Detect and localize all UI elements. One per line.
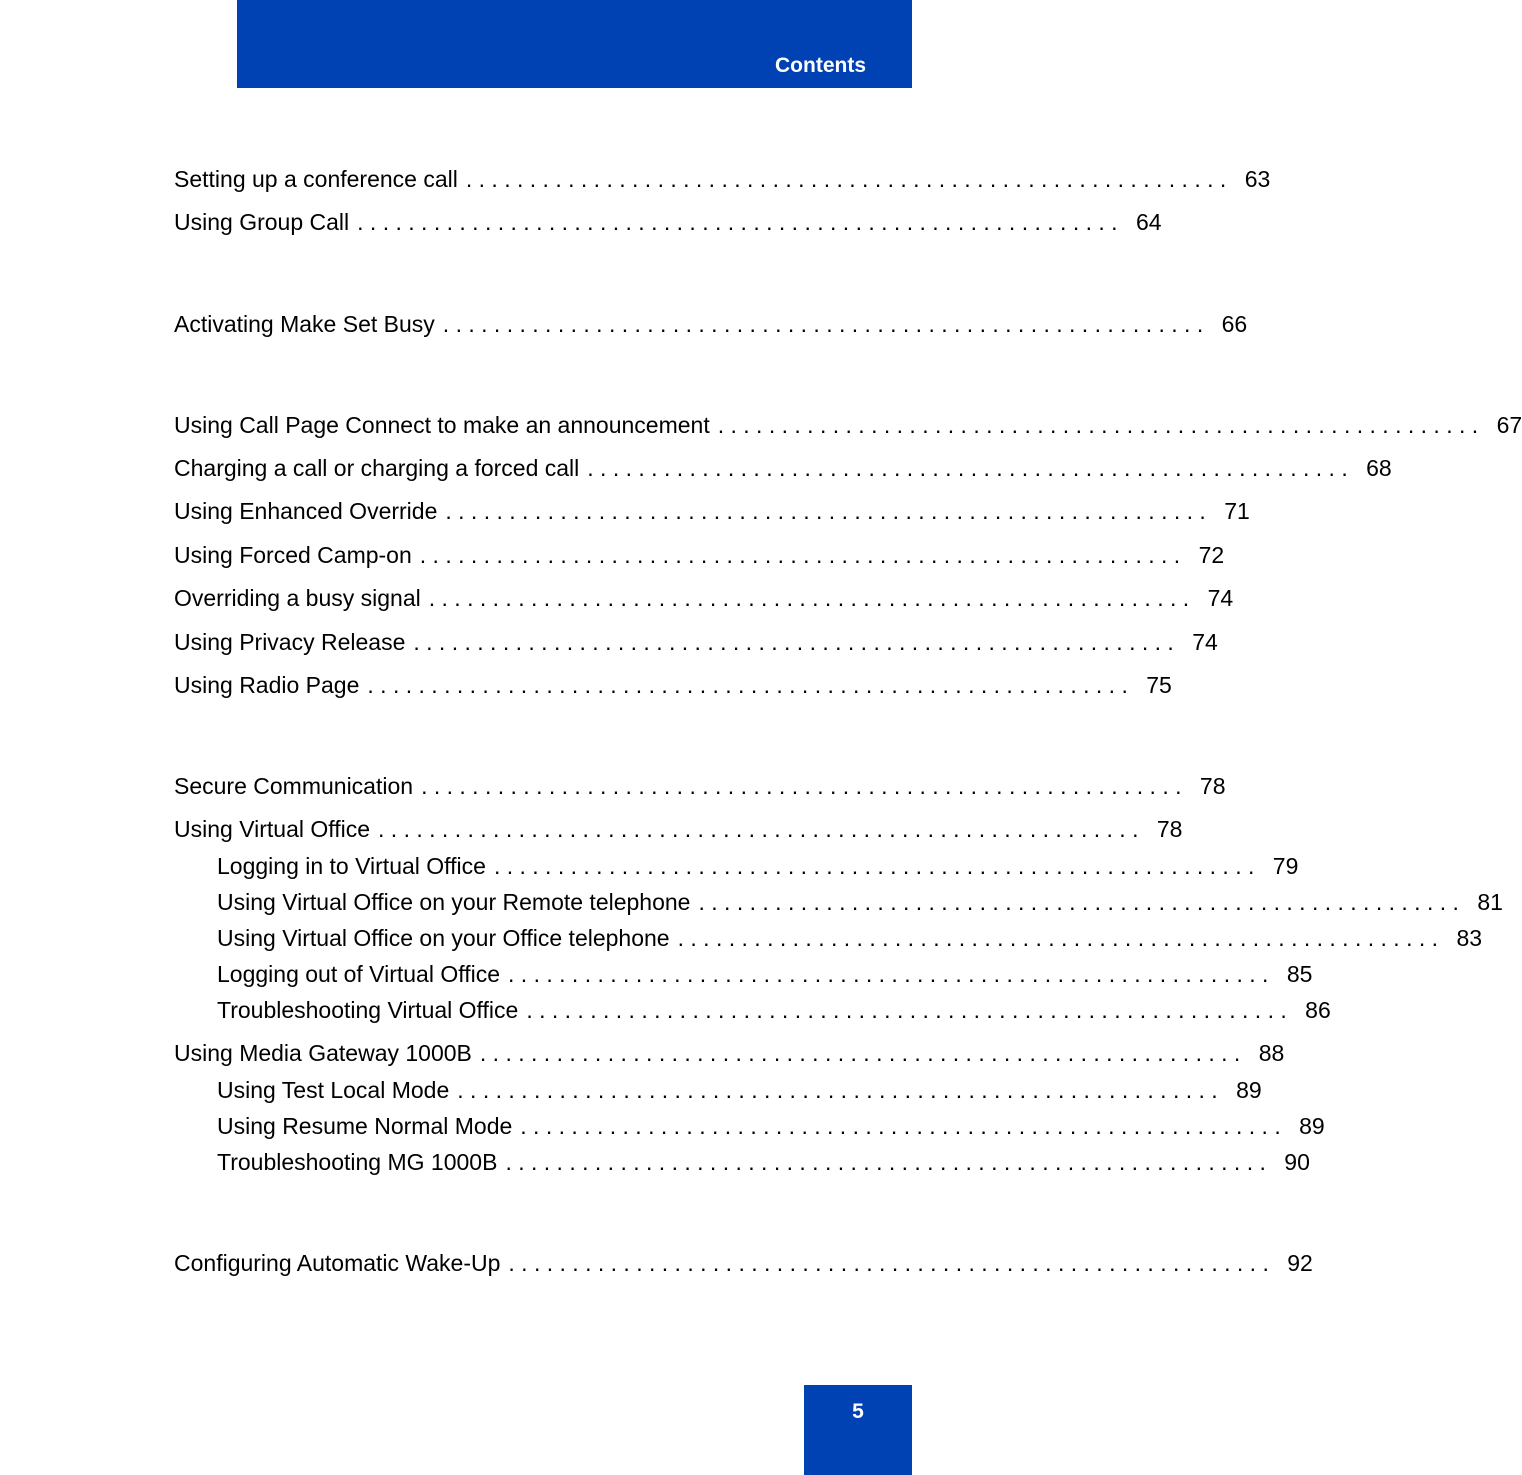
toc-subentry[interactable]: [217, 889, 1503, 919]
toc-entry[interactable]: [174, 412, 1522, 442]
toc-entry[interactable]: [174, 773, 1226, 803]
toc-entry-page: 83: [1456, 925, 1483, 951]
toc-entry-page: 86: [1305, 997, 1331, 1023]
toc-entry-page: 79: [1272, 853, 1299, 879]
toc-leader: . . . . . . . . . . . . . . . . . . . . . . . . . . . . . . . . . . . . . . . . . . . . . . . . . . . . . . . . . . . .: [445, 498, 1206, 524]
toc-leader: . . . . . . . . . . . . . . . . . . . . . . . . . . . . . . . . . . . . . . . . . . . . . . . . . . . . . . . . . . . .: [367, 672, 1128, 698]
toc-entry-page: 90: [1284, 1149, 1310, 1175]
toc-leader: . . . . . . . . . . . . . . . . . . . . . . . . . . . . . . . . . . . . . . . . . . . . . . . . . . . . . . . . . . . .: [698, 889, 1459, 915]
header-bar: [237, 0, 912, 88]
toc-leader: . . . . . . . . . . . . . . . . . . . . . . . . . . . . . . . . . . . . . . . . . . . . . . . . . . . . . . . . . . . .: [428, 585, 1190, 611]
toc-entry[interactable]: [174, 209, 1162, 239]
toc-entry-title: Activating Make Set Busy: [174, 311, 435, 337]
toc-entry-title: Using Group Call: [174, 209, 350, 235]
toc-entry-page: 74: [1192, 629, 1218, 655]
toc-entry-title: Logging in to Virtual Office: [217, 853, 486, 879]
toc-leader: . . . . . . . . . . . . . . . . . . . . . . . . . . . . . . . . . . . . . . . . . . . . . . . . . . . . . . . . . . . .: [479, 1040, 1241, 1066]
toc-entry-title: Setting up a conference call: [174, 166, 458, 192]
toc-entry-page: 63: [1244, 166, 1271, 192]
page-number: 5: [852, 1400, 864, 1423]
toc-entry-title: Using Media Gateway 1000B: [174, 1040, 472, 1066]
toc-leader: . . . . . . . . . . . . . . . . . . . . . . . . . . . . . . . . . . . . . . . . . . . . . . . . . . . . . . . . . . . .: [505, 1149, 1266, 1175]
toc-entry-title: Using Forced Camp-on: [174, 542, 412, 568]
toc-entry[interactable]: [174, 1250, 1313, 1280]
toc-leader: . . . . . . . . . . . . . . . . . . . . . . . . . . . . . . . . . . . . . . . . . . . . . . . . . . . . . . . . . . . .: [508, 961, 1269, 987]
toc-entry-title: Configuring Automatic Wake-Up: [174, 1250, 501, 1276]
toc-entry-page: 66: [1221, 311, 1248, 337]
toc-entry-page: 89: [1299, 1113, 1325, 1139]
toc-leader: . . . . . . . . . . . . . . . . . . . . . . . . . . . . . . . . . . . . . . . . . . . . . . . . . . . . . . . . . . . .: [717, 412, 1479, 438]
toc-entry-title: Using Privacy Release: [174, 629, 406, 655]
toc-entry-page: 92: [1287, 1250, 1313, 1276]
toc-entry[interactable]: [174, 672, 1172, 702]
toc-subentry[interactable]: [217, 997, 1331, 1027]
toc-entry-page: 67: [1496, 412, 1522, 438]
toc-subentry[interactable]: [217, 1113, 1325, 1143]
toc-entry-page: 64: [1135, 209, 1162, 235]
toc-leader: . . . . . . . . . . . . . . . . . . . . . . . . . . . . . . . . . . . . . . . . . . . . . . . . . . . . . . . . . . . .: [357, 209, 1118, 235]
toc-entry-page: 74: [1207, 585, 1234, 611]
toc-leader: . . . . . . . . . . . . . . . . . . . . . . . . . . . . . . . . . . . . . . . . . . . . . . . . . . . . . . . . . . . .: [419, 542, 1181, 568]
toc-leader: . . . . . . . . . . . . . . . . . . . . . . . . . . . . . . . . . . . . . . . . . . . . . . . . . . . . . . . . . . . .: [493, 853, 1255, 879]
toc-leader: . . . . . . . . . . . . . . . . . . . . . . . . . . . . . . . . . . . . . . . . . . . . . . . . . . . . . . . . . . . .: [413, 629, 1174, 655]
toc-entry-title: Charging a call or charging a forced call: [174, 455, 580, 481]
toc-entry-title: Logging out of Virtual Office: [217, 961, 501, 987]
toc-entry[interactable]: [174, 311, 1248, 341]
toc-entry-title: Using Radio Page: [174, 672, 360, 698]
toc-leader: . . . . . . . . . . . . . . . . . . . . . . . . . . . . . . . . . . . . . . . . . . . . . . . . . . . . . . . . . . . .: [508, 1250, 1269, 1276]
toc-leader: . . . . . . . . . . . . . . . . . . . . . . . . . . . . . . . . . . . . . . . . . . . . . . . . . . . . . . . . . . . .: [457, 1077, 1218, 1103]
page-number-box: [804, 1385, 912, 1475]
toc-entry-page: 78: [1156, 816, 1183, 842]
toc-entry-title: Overriding a busy signal: [174, 585, 421, 611]
toc-leader: . . . . . . . . . . . . . . . . . . . . . . . . . . . . . . . . . . . . . . . . . . . . . . . . . . . . . . . . . . . .: [520, 1113, 1281, 1139]
toc-entry-page: 71: [1224, 498, 1250, 524]
toc-entry-title: Troubleshooting MG 1000B: [217, 1149, 498, 1175]
toc-entry-page: 75: [1146, 672, 1172, 698]
toc-subentry[interactable]: [217, 925, 1483, 955]
toc-leader: . . . . . . . . . . . . . . . . . . . . . . . . . . . . . . . . . . . . . . . . . . . . . . . . . . . . . . . . . . . .: [526, 997, 1287, 1023]
toc-entry-page: 68: [1366, 455, 1392, 481]
toc-entry-title: Using Test Local Mode: [217, 1077, 450, 1103]
toc-entry-page: 88: [1258, 1040, 1285, 1066]
toc-entry[interactable]: [174, 166, 1271, 196]
toc-leader: . . . . . . . . . . . . . . . . . . . . . . . . . . . . . . . . . . . . . . . . . . . . . . . . . . . . . . . . . . . .: [465, 166, 1227, 192]
toc-leader: . . . . . . . . . . . . . . . . . . . . . . . . . . . . . . . . . . . . . . . . . . . . . . . . . . . . . . . . . . . .: [421, 773, 1182, 799]
toc-entry-title: Using Enhanced Override: [174, 498, 438, 524]
toc-entry[interactable]: [174, 585, 1234, 615]
toc-subentry[interactable]: [217, 1149, 1310, 1179]
toc-entry-title: Secure Communication: [174, 773, 414, 799]
toc-entry[interactable]: [174, 629, 1218, 659]
toc-entry-title: Using Virtual Office on your Remote telephone: [217, 889, 691, 915]
toc-entry-page: 81: [1477, 889, 1503, 915]
toc-entry[interactable]: [174, 1040, 1285, 1070]
toc-entry[interactable]: [174, 816, 1183, 846]
toc-leader: . . . . . . . . . . . . . . . . . . . . . . . . . . . . . . . . . . . . . . . . . . . . . . . . . . . . . . . . . . . .: [378, 816, 1139, 842]
toc-entry[interactable]: [174, 455, 1392, 485]
toc-entry-title: Using Call Page Connect to make an announcement: [174, 412, 710, 438]
toc-subentry[interactable]: [217, 1077, 1262, 1107]
toc-entry-title: Using Resume Normal Mode: [217, 1113, 513, 1139]
toc-subentry[interactable]: [217, 961, 1313, 991]
toc-leader: . . . . . . . . . . . . . . . . . . . . . . . . . . . . . . . . . . . . . . . . . . . . . . . . . . . . . . . . . . . .: [442, 311, 1204, 337]
toc-leader: . . . . . . . . . . . . . . . . . . . . . . . . . . . . . . . . . . . . . . . . . . . . . . . . . . . . . . . . . . . .: [587, 455, 1348, 481]
toc-entry[interactable]: [174, 498, 1250, 528]
header-title: Contents: [775, 54, 866, 77]
toc-entry-page: 85: [1286, 961, 1313, 987]
toc-entry-page: 78: [1199, 773, 1226, 799]
toc-leader: . . . . . . . . . . . . . . . . . . . . . . . . . . . . . . . . . . . . . . . . . . . . . . . . . . . . . . . . . . . .: [677, 925, 1439, 951]
toc-entry-page: 89: [1236, 1077, 1262, 1103]
toc-entry-page: 72: [1198, 542, 1225, 568]
toc-entry-title: Troubleshooting Virtual Office: [217, 997, 519, 1023]
toc-subentry[interactable]: [217, 853, 1299, 883]
toc-entry-title: Using Virtual Office on your Office telephone: [217, 925, 670, 951]
toc-entry-title: Using Virtual Office: [174, 816, 371, 842]
toc-entry[interactable]: [174, 542, 1225, 572]
